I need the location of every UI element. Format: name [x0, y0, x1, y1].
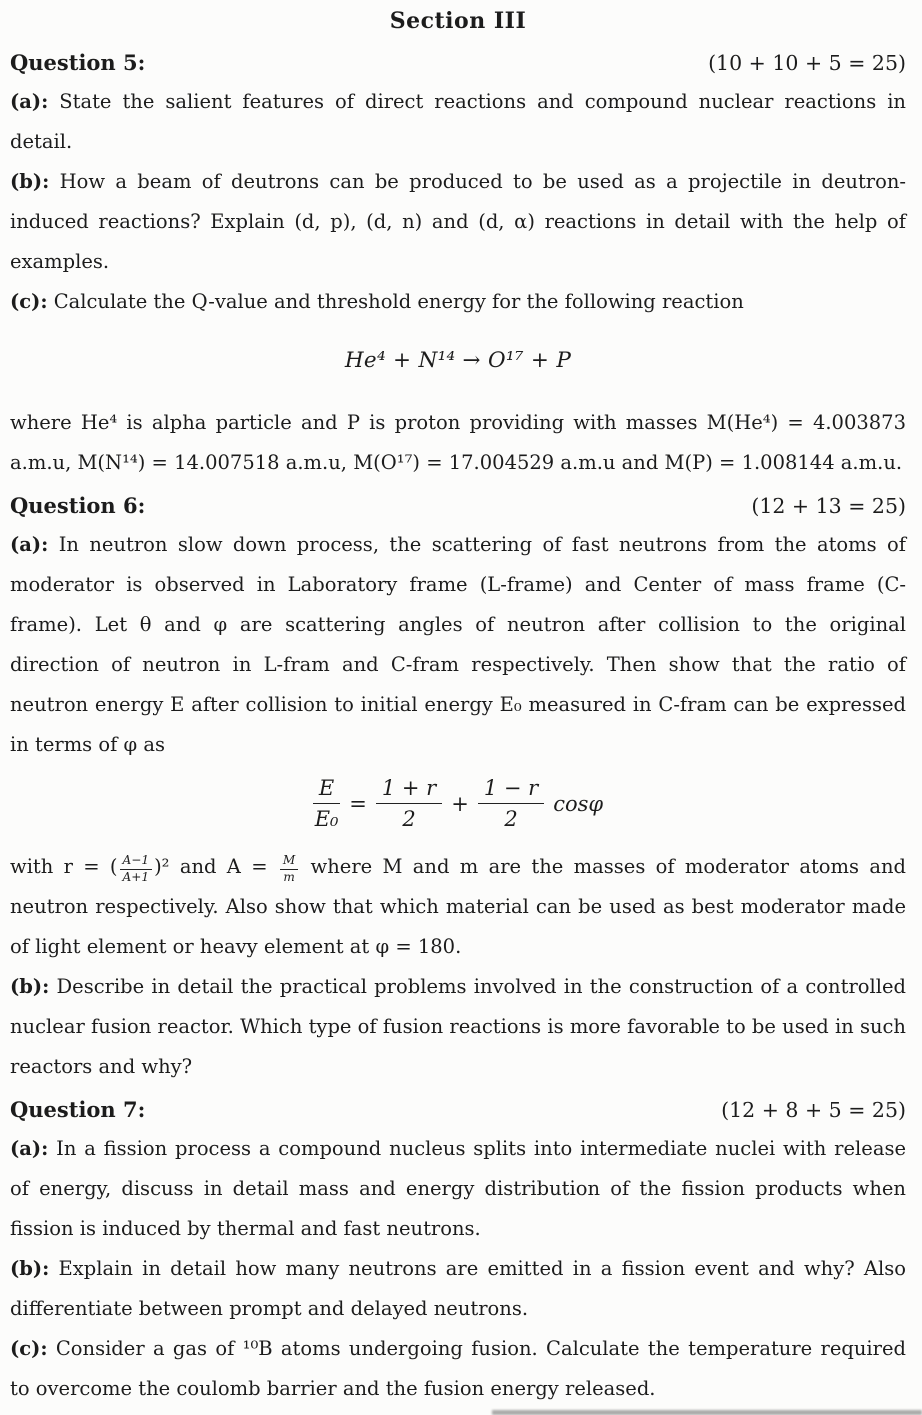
part-text: State the salient features of direct reactions and compound nuclear reactions in detail.: [10, 90, 906, 153]
question7-part-c: [10, 1329, 906, 1409]
equals-sign: =: [349, 791, 367, 816]
note-text: )² and A =: [154, 854, 278, 878]
fraction-E-over-E0: $\frac{E}{\text{E₀}}$: [314, 776, 339, 832]
part-text: Calculate the Q-value and threshold energy for the following reaction: [47, 290, 744, 313]
part-label: (a):: [10, 533, 49, 556]
cos-phi-term: cosφ: [553, 791, 604, 816]
part-text: Consider a gas of ¹⁰B atoms undergoing fusion. Calculate the temperature required to overcome the coulomb barrier and the fusion energy released.: [10, 1336, 906, 1400]
part-label: (b):: [10, 1256, 50, 1280]
fraction-M-over-m: $\frac{M}{m}$: [280, 854, 298, 885]
part-text: How a beam of deutrons can be produced to be used as a projectile in deutron-induced reactions? Explain (d, p), (d, n) and (d, α) reactions in detail with the help of examples.: [10, 170, 906, 273]
question5-part-c: [10, 282, 906, 322]
question5-part-a: [10, 82, 906, 162]
question6-energy-ratio-equation: [10, 775, 906, 833]
plus-sign: +: [451, 791, 469, 816]
part-label: (b):: [10, 974, 50, 998]
question7-marks: (12 + 8 + 5 = 25): [721, 1097, 906, 1122]
question5-reaction-equation: He⁴ + N¹⁴ → O¹⁷ + P: [344, 348, 572, 373]
question6-header: [10, 487, 906, 525]
question7-part-b: [10, 1249, 906, 1329]
question5-masses-note: where He⁴ is alpha particle and P is proton providing with masses M(He⁴) = 4.003873 a.m.u, M(N¹⁴) = 14.007518 a.m.u, M(O¹⁷) = 17.004529 a.m.u and M(P) = 1.008144 a.m.u.: [10, 411, 906, 474]
part-text: Explain in detail how many neutrons are emitted in a fission event and why? Also differentiate between prompt and delayed neutrons.: [10, 1256, 906, 1320]
part-label: (c):: [10, 1336, 48, 1360]
question7-label: Question 7:: [10, 1096, 146, 1122]
question6-part-a: [10, 525, 906, 765]
section-title: Section III: [389, 8, 527, 34]
part-label: (b):: [10, 170, 50, 193]
question6-marks: (12 + 13 = 25): [751, 494, 906, 518]
question5-marks: (10 + 10 + 5 = 25): [708, 51, 906, 75]
question6-note: [10, 847, 906, 967]
part-label: (a):: [10, 90, 49, 113]
fraction-1-plus-r-over-2: $\frac{1 + r}{2}$: [376, 775, 442, 833]
question7-header: [10, 1091, 906, 1129]
part-text: In neutron slow down process, the scattering of fast neutrons from the atoms of moderator is observed in Laboratory frame (L-frame) and Center of mass frame (C-frame). Let θ and φ are scattering angles of neutron after collision to the original direction of neutron in L-fram and C-fram respectively. Then show that the ratio of neutron energy E after collision to initial energy E₀ measured in C-fram can be expressed in terms of φ as: [10, 533, 906, 756]
fraction-1-minus-r-over-2: $\frac{1 - r}{2}$: [478, 775, 544, 833]
question5-part-b: [10, 162, 906, 282]
fraction-A-minus-1-over-A-plus-1: $\frac{A-1}{A+1}$: [120, 854, 153, 885]
question6-label: Question 6:: [10, 493, 146, 518]
part-text: In a fission process a compound nucleus splits into intermediate nuclei with release of energy, discuss in detail mass and energy distribution of the fission products when fission is induced by thermal and fast neutrons.: [10, 1136, 906, 1240]
question7-part-a: [10, 1129, 906, 1249]
part-text: Describe in detail the practical problems involved in the construction of a controlled nuclear fusion reactor. Which type of fusion reactions is more favorable to be used in such reactors and why?: [10, 974, 906, 1078]
part-label: (c):: [10, 290, 48, 313]
note-text: with r = (: [10, 854, 118, 878]
part-label: (a):: [10, 1136, 49, 1160]
scan-edge-artifact: [492, 1410, 922, 1415]
question5-header: [10, 44, 906, 82]
note-text: where M and m are the masses of moderator atoms and neutron respectively. Also show that which material can be used as best moderator made of light element or heavy element at φ = 180.: [10, 854, 907, 958]
question6-part-b: [10, 967, 906, 1087]
question5-label: Question 5:: [10, 50, 146, 75]
